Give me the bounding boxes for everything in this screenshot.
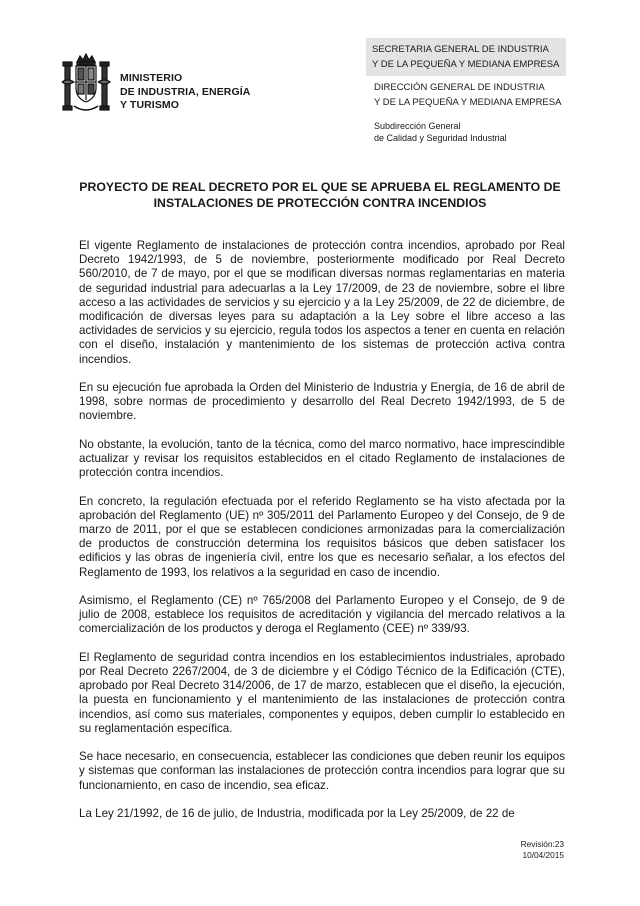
body-paragraph: Se hace necesario, en consecuencia, establecer las condiciones que deben reunir los equipos y sistemas que conforman las instalaciones de protección contra incendios para lograr que su funcionamiento, en caso de incendio, sea eficaz. [79, 750, 565, 792]
revision-footer [521, 839, 564, 861]
direccion-block [366, 80, 566, 110]
body-paragraph: En su ejecución fue aprobada la Orden del Ministerio de Industria y Energía, de 16 de abril de 1998, sobre normas de procedimiento y desarrollo del Real Decreto 1942/1993, de 5 de noviembre. [79, 381, 565, 423]
body-paragraph: No obstante, la evolución, tanto de la técnica, como del marco normativo, hace imprescindible actualizar y revisar los requisitos establecidos en el citado Reglamento de instalaciones de protección contra incendios. [79, 437, 565, 480]
title-line: INSTALACIONES DE PROTECCIÓN CONTRA INCENDIOS [153, 195, 487, 210]
ministry-line: MINISTERIO [120, 72, 183, 84]
ministry-line: DE INDUSTRIA, ENERGÍA [120, 85, 251, 98]
body-paragraph: El vigente Reglamento de instalaciones de protección contra incendios, aprobado por Real Decreto 1942/1993, de 5 de noviembre, posteriormente modificado por Real Decreto 560/2010, de 7 de mayo, por el que se modifican diversas normas reglamentarias en materia de seguridad industrial para adecuarlas a la Ley 17/2009, de 23 de noviembre, sobre el libre acceso a las actividades de servicios y su ejercicio y a la Ley 25/2009, de 22 de diciembre, de modificación de diversas leyes para su adaptación a la Ley sobre el libre acceso a las actividades de servicios y su ejercicio, regula todos los aspectos a tener en cuenta en relación con el diseño, instalación y mantenimiento de los sistemas de protección activa contra incendios. [79, 239, 565, 366]
secretaria-line: SECRETARIA GENERAL DE INDUSTRIA [372, 44, 549, 55]
direccion-line: Y DE LA PEQUEÑA Y MEDIANA EMPRESA [374, 97, 562, 108]
revision-date: 10/04/2015 [522, 850, 564, 860]
body-paragraph: El Reglamento de seguridad contra incendios en los establecimientos industriales, aprobado por Real Decreto 2267/2004, de 3 de diciembre y el Código Técnico de la Edificación (CTE), aprobado por Real Decreto 314/2006, de 17 de marzo, establecen que el diseño, la ejecución, la puesta en funcionamiento y el mantenimiento de las instalaciones de protección contra incendios, así como sus materiales, componentes y equipos, deben cumplir lo establecido en su reglamentación específica. [79, 650, 565, 735]
secretaria-line: Y DE LA PEQUEÑA Y MEDIANA EMPRESA [372, 59, 560, 70]
ministry-line: Y TURISMO [120, 99, 180, 111]
subdireccion-block [366, 120, 566, 144]
title-line: PROYECTO DE REAL DECRETO POR EL QUE SE APRUEBA EL REGLAMENTO DE [79, 180, 561, 194]
body-paragraph: La Ley 21/1992, de 16 de julio, de Industria, modificada por la Ley 25/2009, de 22 de [79, 807, 515, 821]
document-body [79, 239, 565, 835]
direccion-line: DIRECCIÓN GENERAL DE INDUSTRIA [374, 82, 545, 93]
subdireccion-line: Subdirección General [374, 121, 461, 131]
body-paragraph: En concreto, la regulación efectuada por el referido Reglamento se ha visto afectada por la aprobación del Reglamento (UE) nº 305/2011 del Parlamento Europeo y del Consejo, de 9 de marzo de 2011, por el que se establecen condiciones armonizadas para la comercialización de productos de construcción determina los requisitos básicos que deben satisfacer los edificios y las obras de ingeniería civil, entre los que es necesario señalar, a los efectos del Reglamento de 1993, los relativos a la seguridad en caso de incendio. [79, 494, 565, 579]
secretaria-block [366, 38, 566, 76]
revision-number: Revisión:23 [520, 839, 564, 849]
document-title [70, 180, 570, 211]
coat-of-arms-icon [60, 52, 112, 118]
department-header [366, 38, 566, 144]
body-paragraph: Asimismo, el Reglamento (CE) nº 765/2008 del Parlamento Europeo y el Consejo, de 9 de julio de 2008, establece los requisitos de acreditación y vigilancia del mercado relativos a la comercialización de los productos y deroga el Reglamento (CEE) nº 339/93. [79, 594, 565, 636]
subdireccion-line: de Calidad y Seguridad Industrial [374, 133, 507, 143]
ministry-name [120, 72, 250, 113]
